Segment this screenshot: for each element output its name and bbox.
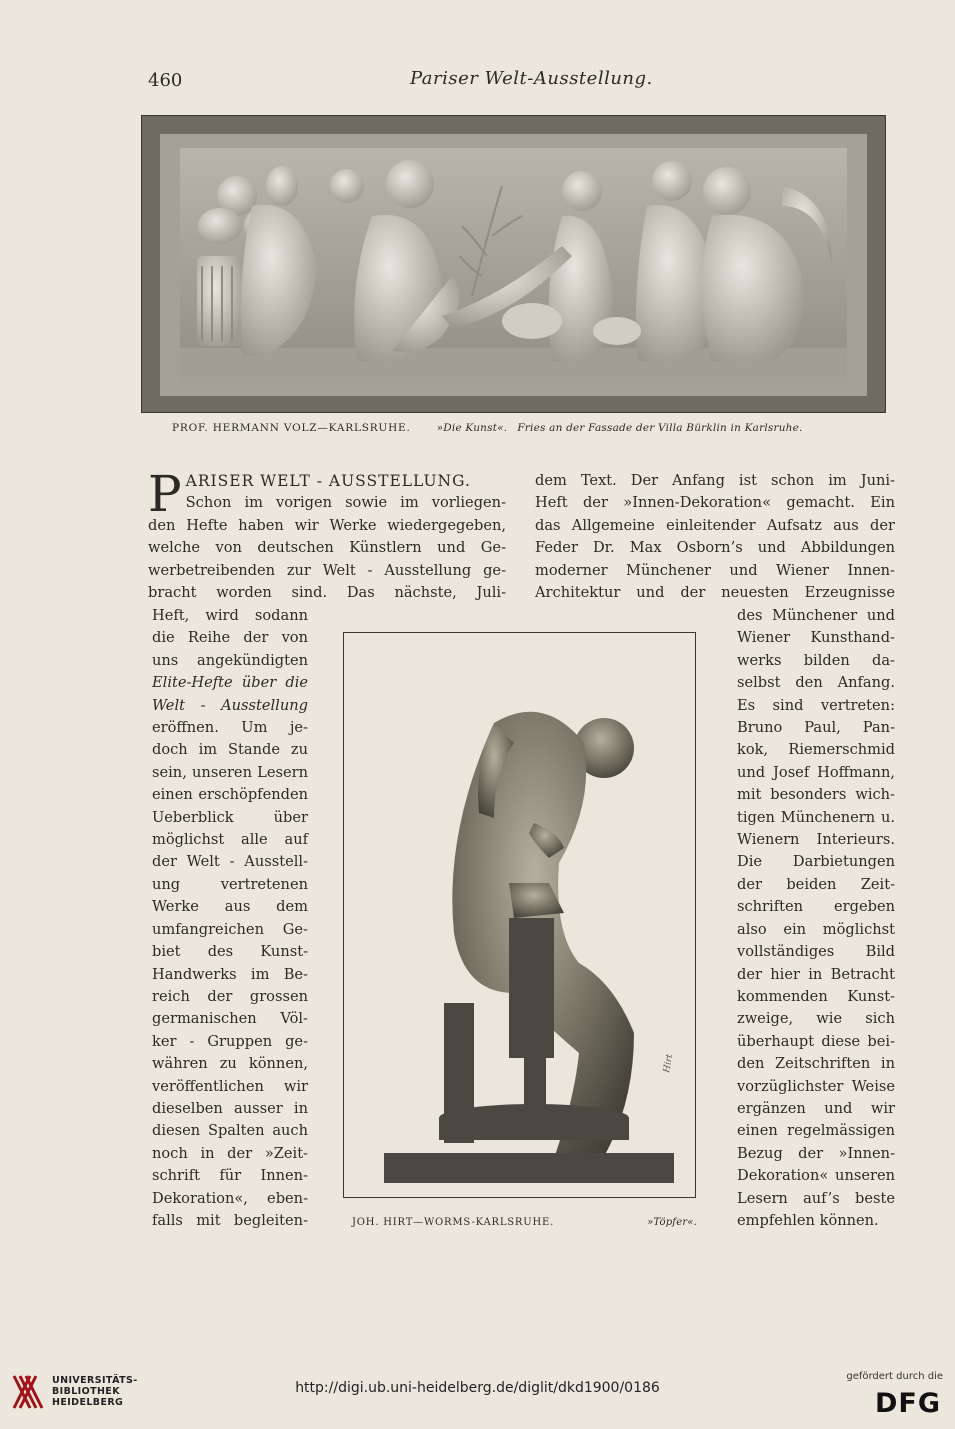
text-line: germanischen Völ- bbox=[152, 1010, 308, 1028]
text-line: der beiden Zeit- bbox=[737, 875, 895, 893]
library-name-line: HEIDELBERG bbox=[52, 1397, 124, 1408]
text-line: moderner Münchener und Wiener Innen- bbox=[535, 561, 895, 579]
text-line: Es sind vertreten: bbox=[737, 696, 895, 714]
text-line: Werke aus dem bbox=[152, 898, 308, 916]
text-line: Dekoration« unseren bbox=[737, 1167, 895, 1185]
text-line: Wiener Kunsthand- bbox=[737, 629, 895, 647]
page-number: 460 bbox=[148, 70, 183, 91]
text-line: Lesern auf’s beste bbox=[737, 1189, 895, 1207]
text-line: Dekoration«, eben- bbox=[152, 1189, 308, 1207]
text-line: Heft, wird sodann bbox=[152, 607, 308, 624]
text-line: kok, Riemerschmid bbox=[737, 741, 895, 759]
top-caption-description: Fries an der Fassade der Villa Bürklin in Karlsruhe. bbox=[517, 422, 803, 434]
text-line: falls mit begleiten- bbox=[152, 1211, 308, 1229]
text-line: veröffentlichen wir bbox=[152, 1077, 308, 1095]
text-line: ergänzen und wir bbox=[737, 1099, 895, 1117]
text-line: sein, unseren Lesern bbox=[152, 763, 308, 781]
text-line: Ueberblick über bbox=[152, 808, 308, 826]
text-line: Feder Dr. Max Osborn’s und Abbildungen bbox=[535, 539, 895, 557]
top-caption-artist: PROF. HERMANN VOLZ—KARLSRUHE. bbox=[172, 422, 411, 434]
relief-frieze-illustration bbox=[142, 116, 885, 412]
text-line: tigen Münchenern u. bbox=[737, 808, 895, 826]
article-heading bbox=[148, 465, 506, 523]
sculpture-caption-title: »Töpfer«. bbox=[647, 1217, 697, 1228]
text-line: eröffnen. Um je- bbox=[152, 719, 308, 737]
text-line: biet des Kunst- bbox=[152, 943, 308, 961]
text-line: werbetreibenden zur Welt - Ausstellung ge- bbox=[148, 561, 506, 579]
text-line: welche von deutschen Künstlern und Ge- bbox=[148, 539, 506, 557]
text-line: der Welt - Ausstell- bbox=[152, 853, 308, 871]
text-line: Welt - Ausstellung bbox=[152, 696, 308, 714]
article-right-narrow-column bbox=[737, 605, 895, 1232]
text-line: Wienern Interieurs. bbox=[737, 831, 895, 849]
heading-text: ARISER WELT - AUSSTELLUNG. bbox=[185, 472, 471, 490]
funding-label: gefördert durch die bbox=[846, 1371, 943, 1382]
article-left-narrow-column bbox=[152, 605, 308, 1232]
sculpture-illustration bbox=[344, 633, 695, 1197]
text-line: bracht worden sind. Das nächste, Juli- bbox=[148, 584, 506, 602]
text-line: der hier in Betracht bbox=[737, 965, 895, 983]
top-caption-title: »Die Kunst«. bbox=[436, 422, 508, 434]
text-line: reich der grossen bbox=[152, 987, 308, 1005]
sculpture-image bbox=[343, 632, 696, 1198]
article-right-column-top bbox=[535, 470, 895, 604]
text-line: ker - Gruppen ge- bbox=[152, 1032, 308, 1050]
library-name-line: BIBLIOTHEK bbox=[52, 1386, 120, 1397]
text-line: kommenden Kunst- bbox=[737, 987, 895, 1005]
relief-frieze-image bbox=[141, 115, 886, 413]
text-line: werks bilden da- bbox=[737, 651, 895, 669]
text-line: ung vertretenen bbox=[152, 875, 308, 893]
text-line: also ein möglichst bbox=[737, 920, 895, 938]
sculpture-caption bbox=[352, 1217, 697, 1228]
text-line: doch im Stande zu bbox=[152, 741, 308, 759]
text-line: vollständiges Bild bbox=[737, 943, 895, 961]
article-left-column-top bbox=[148, 465, 506, 604]
text-line: die Reihe der von bbox=[152, 629, 308, 647]
text-line: Handwerks im Be- bbox=[152, 965, 308, 983]
text-line: Schon im vorigen sowie im vorliegen- bbox=[185, 494, 506, 512]
text-line: Die Darbietungen bbox=[737, 853, 895, 871]
text-line: empfehlen können. bbox=[737, 1211, 879, 1229]
text-line: einen erschöpfenden bbox=[152, 786, 308, 804]
text-line: zweige, wie sich bbox=[737, 1010, 895, 1028]
text-line: umfangreichen Ge- bbox=[152, 920, 308, 938]
text-line: Bezug der »Innen- bbox=[737, 1144, 895, 1162]
text-line: dem Text. Der Anfang ist schon im Juni- bbox=[535, 472, 895, 489]
text-line: schrift für Innen- bbox=[152, 1167, 308, 1185]
text-line: Heft der »Innen-Dekoration« gemacht. Ein bbox=[535, 494, 895, 512]
library-name-line: UNIVERSITÄTS- bbox=[52, 1375, 138, 1386]
text-line: Elite-Hefte über die bbox=[152, 674, 308, 692]
text-line: das Allgemeine einleitender Aufsatz aus der bbox=[535, 516, 895, 534]
text-line: dieselben ausser in bbox=[152, 1099, 308, 1117]
sculpture-caption-artist: JOH. HIRT—WORMS-KARLSRUHE. bbox=[352, 1217, 555, 1228]
dfg-logo: DFG bbox=[874, 1388, 941, 1419]
text-line: überhaupt diese bei- bbox=[737, 1032, 895, 1050]
text-line: den Zeitschriften in bbox=[737, 1055, 895, 1073]
text-line: vorzüglichster Weise bbox=[737, 1077, 895, 1095]
text-line: Bruno Paul, Pan- bbox=[737, 719, 895, 737]
text-line: währen zu können, bbox=[152, 1055, 308, 1073]
text-line: des Münchener und bbox=[737, 607, 895, 624]
text-line: diesen Spalten auch bbox=[152, 1122, 308, 1140]
text-line: den Hefte haben wir Werke wiedergegeben, bbox=[148, 516, 506, 534]
text-line: Architektur und der neuesten Erzeugnisse bbox=[535, 584, 895, 602]
svg-text:Hirt: Hirt bbox=[662, 1053, 676, 1074]
top-figure-caption bbox=[172, 422, 803, 434]
text-line: mit besonders wich- bbox=[737, 786, 895, 804]
dropcap-letter: P bbox=[148, 465, 182, 523]
text-line: uns angekündigten bbox=[152, 651, 308, 669]
text-line: selbst den Anfang. bbox=[737, 674, 895, 692]
document-url[interactable]: http://digi.ub.uni-heidelberg.de/diglit/dkd1900/0186 bbox=[295, 1380, 660, 1396]
running-title: Pariser Welt-Ausstellung. bbox=[410, 68, 653, 89]
text-line: möglichst alle auf bbox=[152, 831, 308, 849]
text-line: und Josef Hoffmann, bbox=[737, 763, 895, 781]
text-line: einen regelmässigen bbox=[737, 1122, 895, 1140]
text-line: noch in der »Zeit- bbox=[152, 1144, 308, 1162]
text-line: schriften ergeben bbox=[737, 898, 895, 916]
